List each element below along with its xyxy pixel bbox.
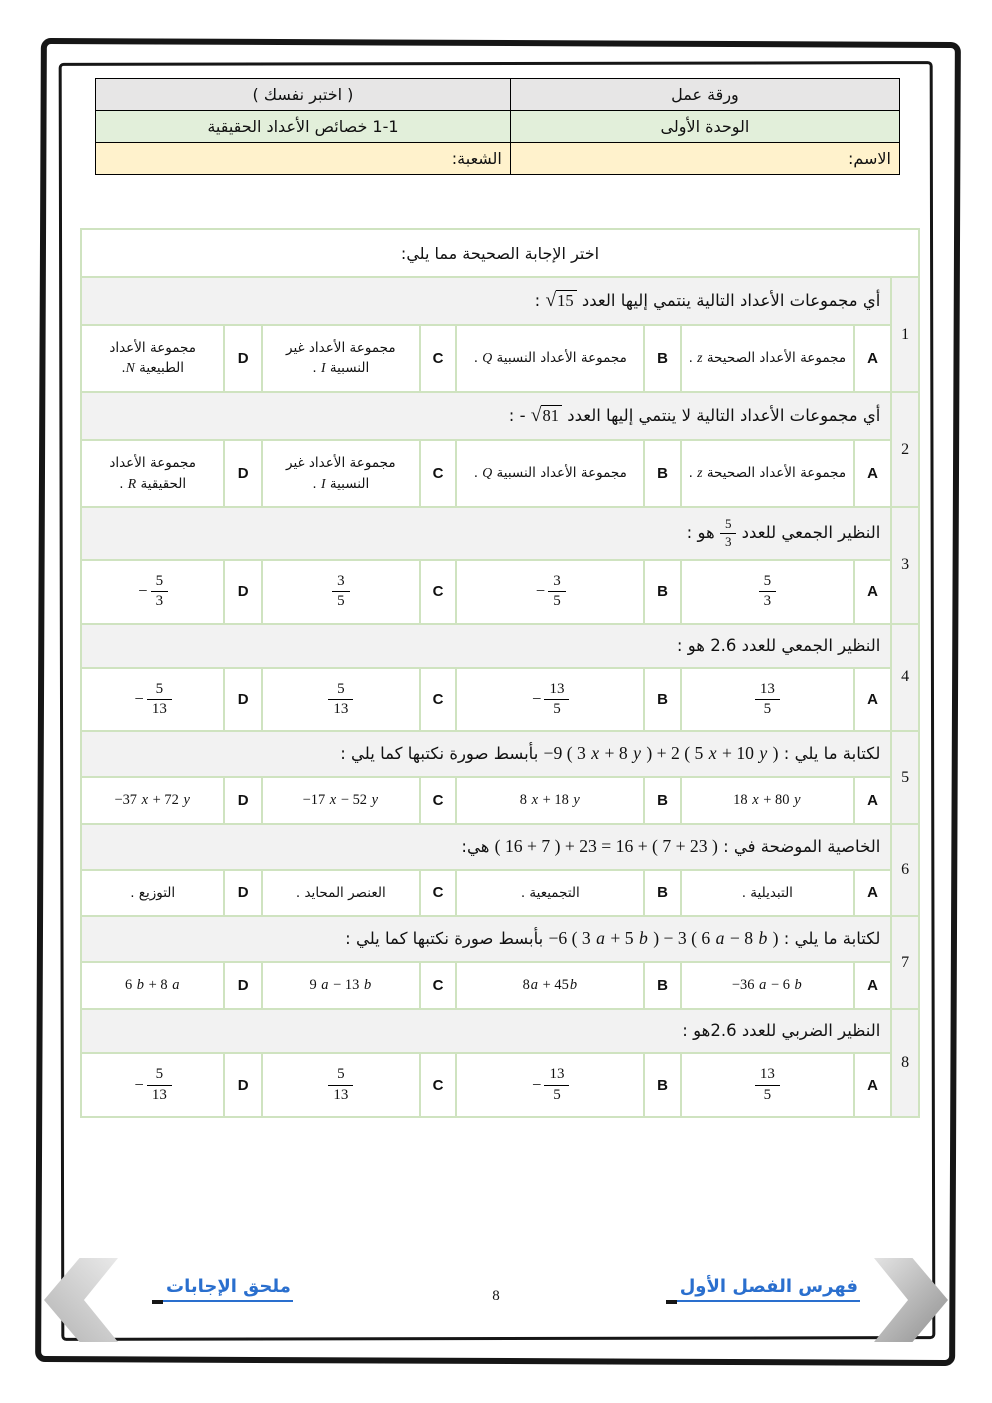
option-text-c[interactable]: $\frac{5}{13}$ bbox=[262, 1053, 420, 1117]
question-row bbox=[81, 277, 919, 325]
option-label-d[interactable]: D bbox=[224, 777, 262, 825]
header-table bbox=[95, 78, 900, 175]
options-row bbox=[81, 560, 919, 624]
option-label-c[interactable]: C bbox=[420, 560, 457, 624]
options-row bbox=[81, 668, 919, 732]
option-label-c[interactable]: C bbox=[420, 870, 457, 916]
option-label-b[interactable]: B bbox=[644, 560, 681, 624]
question-text: الخاصية الموضحة في : ( 16 + 7 ) + 23 = 16 + ( 7 + 23 ) هي: bbox=[81, 824, 891, 870]
option-text-a[interactable]: $\frac{5}{3}$ bbox=[681, 560, 854, 624]
question-row bbox=[81, 916, 919, 962]
question-text: لكتابة ما يلي : −9 ( 3 x + 8 y ) + 2 ( 5 x + 10 y ) بأبسط صورة نكتبها كما يلي : bbox=[81, 731, 891, 777]
question-text: أي مجموعات الأعداد التالية لا ينتمي إليها العدد √81 - : bbox=[81, 392, 891, 440]
option-text-b[interactable]: − $\frac{3}{5}$ bbox=[456, 560, 644, 624]
option-text-b[interactable]: − $\frac{13}{5}$ bbox=[456, 1053, 644, 1117]
name-field[interactable]: الاسم: bbox=[510, 143, 899, 175]
question-number: 1 bbox=[891, 277, 919, 392]
option-text-a[interactable]: مجموعة الأعداد الصحيحة z . bbox=[681, 325, 854, 392]
option-text-a[interactable]: $\frac{13}{5}$ bbox=[681, 668, 854, 732]
option-text-c[interactable]: مجموعة الأعداد غير النسبية I . bbox=[262, 440, 420, 507]
test-yourself-label: ( اختبر نفسك ) bbox=[96, 79, 511, 111]
question-text: النظير الجمعي للعدد 2.6 هو : bbox=[81, 624, 891, 668]
option-label-b[interactable]: B bbox=[644, 777, 681, 825]
option-text-c[interactable]: العنصر المحايد . bbox=[262, 870, 420, 916]
quiz-instruction: اختر الإجابة الصحيحة مما يلي: bbox=[81, 229, 919, 277]
options-row bbox=[81, 962, 919, 1010]
chapter-index-chevron-icon[interactable] bbox=[874, 1258, 948, 1342]
question-number: 2 bbox=[891, 392, 919, 507]
options-row bbox=[81, 777, 919, 825]
option-text-b[interactable]: 8 x + 18 y bbox=[456, 777, 644, 825]
question-row bbox=[81, 731, 919, 777]
option-label-a[interactable]: A bbox=[854, 325, 892, 392]
option-label-d[interactable]: D bbox=[224, 870, 262, 916]
question-number: 6 bbox=[891, 824, 919, 916]
option-text-b[interactable]: 8a + 45b bbox=[456, 962, 644, 1010]
page-number: 8 bbox=[492, 1288, 500, 1304]
question-number: 7 bbox=[891, 916, 919, 1009]
option-text-d[interactable]: مجموعة الأعداد الحقيقية R . bbox=[81, 440, 224, 507]
option-label-c[interactable]: C bbox=[420, 1053, 457, 1117]
question-row bbox=[81, 392, 919, 440]
option-text-a[interactable]: −36 a − 6 b bbox=[681, 962, 854, 1010]
option-label-d[interactable]: D bbox=[224, 1053, 262, 1117]
lesson-title: 1-1 خصائص الأعداد الحقيقية bbox=[96, 111, 511, 143]
option-label-d[interactable]: D bbox=[224, 440, 262, 507]
option-label-b[interactable]: B bbox=[644, 440, 681, 507]
option-text-d[interactable]: 6 b + 8 a bbox=[81, 962, 224, 1010]
option-label-d[interactable]: D bbox=[224, 325, 262, 392]
chapter-index-link[interactable]: فهرس الفصل الأول bbox=[666, 1276, 860, 1302]
option-label-a[interactable]: A bbox=[854, 440, 892, 507]
option-label-a[interactable]: A bbox=[854, 668, 892, 732]
option-text-c[interactable]: مجموعة الأعداد غير النسبية I . bbox=[262, 325, 420, 392]
question-number: 4 bbox=[891, 624, 919, 731]
options-row bbox=[81, 325, 919, 392]
option-text-b[interactable]: مجموعة الأعداد النسبية Q . bbox=[456, 440, 644, 507]
option-text-b[interactable]: مجموعة الأعداد النسبية Q . bbox=[456, 325, 644, 392]
option-label-a[interactable]: A bbox=[854, 777, 892, 825]
option-text-d[interactable]: التوزيع . bbox=[81, 870, 224, 916]
option-label-a[interactable]: A bbox=[854, 1053, 892, 1117]
option-label-c[interactable]: C bbox=[420, 325, 457, 392]
question-number: 5 bbox=[891, 731, 919, 824]
options-row bbox=[81, 870, 919, 916]
option-label-b[interactable]: B bbox=[644, 870, 681, 916]
answers-appendix-chevron-icon[interactable] bbox=[44, 1258, 118, 1342]
answers-appendix-link[interactable]: ملحق الإجابات bbox=[152, 1276, 293, 1302]
option-label-b[interactable]: B bbox=[644, 668, 681, 732]
options-row bbox=[81, 1053, 919, 1117]
question-text: النظير الضربي للعدد 2.6هو : bbox=[81, 1009, 891, 1053]
question-number: 3 bbox=[891, 507, 919, 623]
quiz-table bbox=[80, 228, 920, 1118]
question-text: النظير الجمعي للعدد $\frac{5}{3}$ هو : bbox=[81, 507, 891, 560]
option-text-a[interactable]: 18 x + 80 y bbox=[681, 777, 854, 825]
question-text: أي مجموعات الأعداد التالية ينتمي إليها العدد √15 : bbox=[81, 277, 891, 325]
option-text-d[interactable]: − $\frac{5}{3}$ bbox=[81, 560, 224, 624]
option-text-c[interactable]: $\frac{5}{13}$ bbox=[262, 668, 420, 732]
option-text-d[interactable]: −37 x + 72 y bbox=[81, 777, 224, 825]
question-number: 8 bbox=[891, 1009, 919, 1116]
question-text: لكتابة ما يلي : −6 ( 3 a + 5 b ) − 3 ( 6 a − 8 b ) بأبسط صورة نكتبها كما يلي : bbox=[81, 916, 891, 962]
quiz-instruction-row bbox=[81, 229, 919, 277]
option-label-c[interactable]: C bbox=[420, 440, 457, 507]
options-row bbox=[81, 440, 919, 507]
section-field[interactable]: الشعبة: bbox=[96, 143, 511, 175]
option-label-d[interactable]: D bbox=[224, 560, 262, 624]
option-label-d[interactable]: D bbox=[224, 962, 262, 1010]
option-text-a[interactable]: مجموعة الأعداد الصحيحة z . bbox=[681, 440, 854, 507]
option-label-c[interactable]: C bbox=[420, 777, 457, 825]
option-text-a[interactable]: التبديلية . bbox=[681, 870, 854, 916]
question-row bbox=[81, 624, 919, 668]
option-text-b[interactable]: التجميعية . bbox=[456, 870, 644, 916]
option-text-a[interactable]: $\frac{13}{5}$ bbox=[681, 1053, 854, 1117]
option-text-d[interactable]: مجموعة الأعداد الطبيعية N. bbox=[81, 325, 224, 392]
option-label-b[interactable]: B bbox=[644, 325, 681, 392]
unit-label: الوحدة الأولى bbox=[510, 111, 899, 143]
option-text-d[interactable]: − $\frac{5}{13}$ bbox=[81, 1053, 224, 1117]
option-label-c[interactable]: C bbox=[420, 668, 457, 732]
question-row bbox=[81, 507, 919, 560]
option-label-a[interactable]: A bbox=[854, 870, 892, 916]
option-text-c[interactable]: 9 a − 13 b bbox=[262, 962, 420, 1010]
question-row bbox=[81, 1009, 919, 1053]
option-text-b[interactable]: − $\frac{13}{5}$ bbox=[456, 668, 644, 732]
option-text-c[interactable]: $\frac{3}{5}$ bbox=[262, 560, 420, 624]
option-label-b[interactable]: B bbox=[644, 1053, 681, 1117]
option-label-a[interactable]: A bbox=[854, 962, 892, 1010]
option-label-b[interactable]: B bbox=[644, 962, 681, 1010]
option-label-a[interactable]: A bbox=[854, 560, 892, 624]
option-label-d[interactable]: D bbox=[224, 668, 262, 732]
option-text-d[interactable]: − $\frac{5}{13}$ bbox=[81, 668, 224, 732]
worksheet-title: ورقة عمل bbox=[510, 79, 899, 111]
option-label-c[interactable]: C bbox=[420, 962, 457, 1010]
option-text-c[interactable]: −17 x − 52 y bbox=[262, 777, 420, 825]
question-row bbox=[81, 824, 919, 870]
